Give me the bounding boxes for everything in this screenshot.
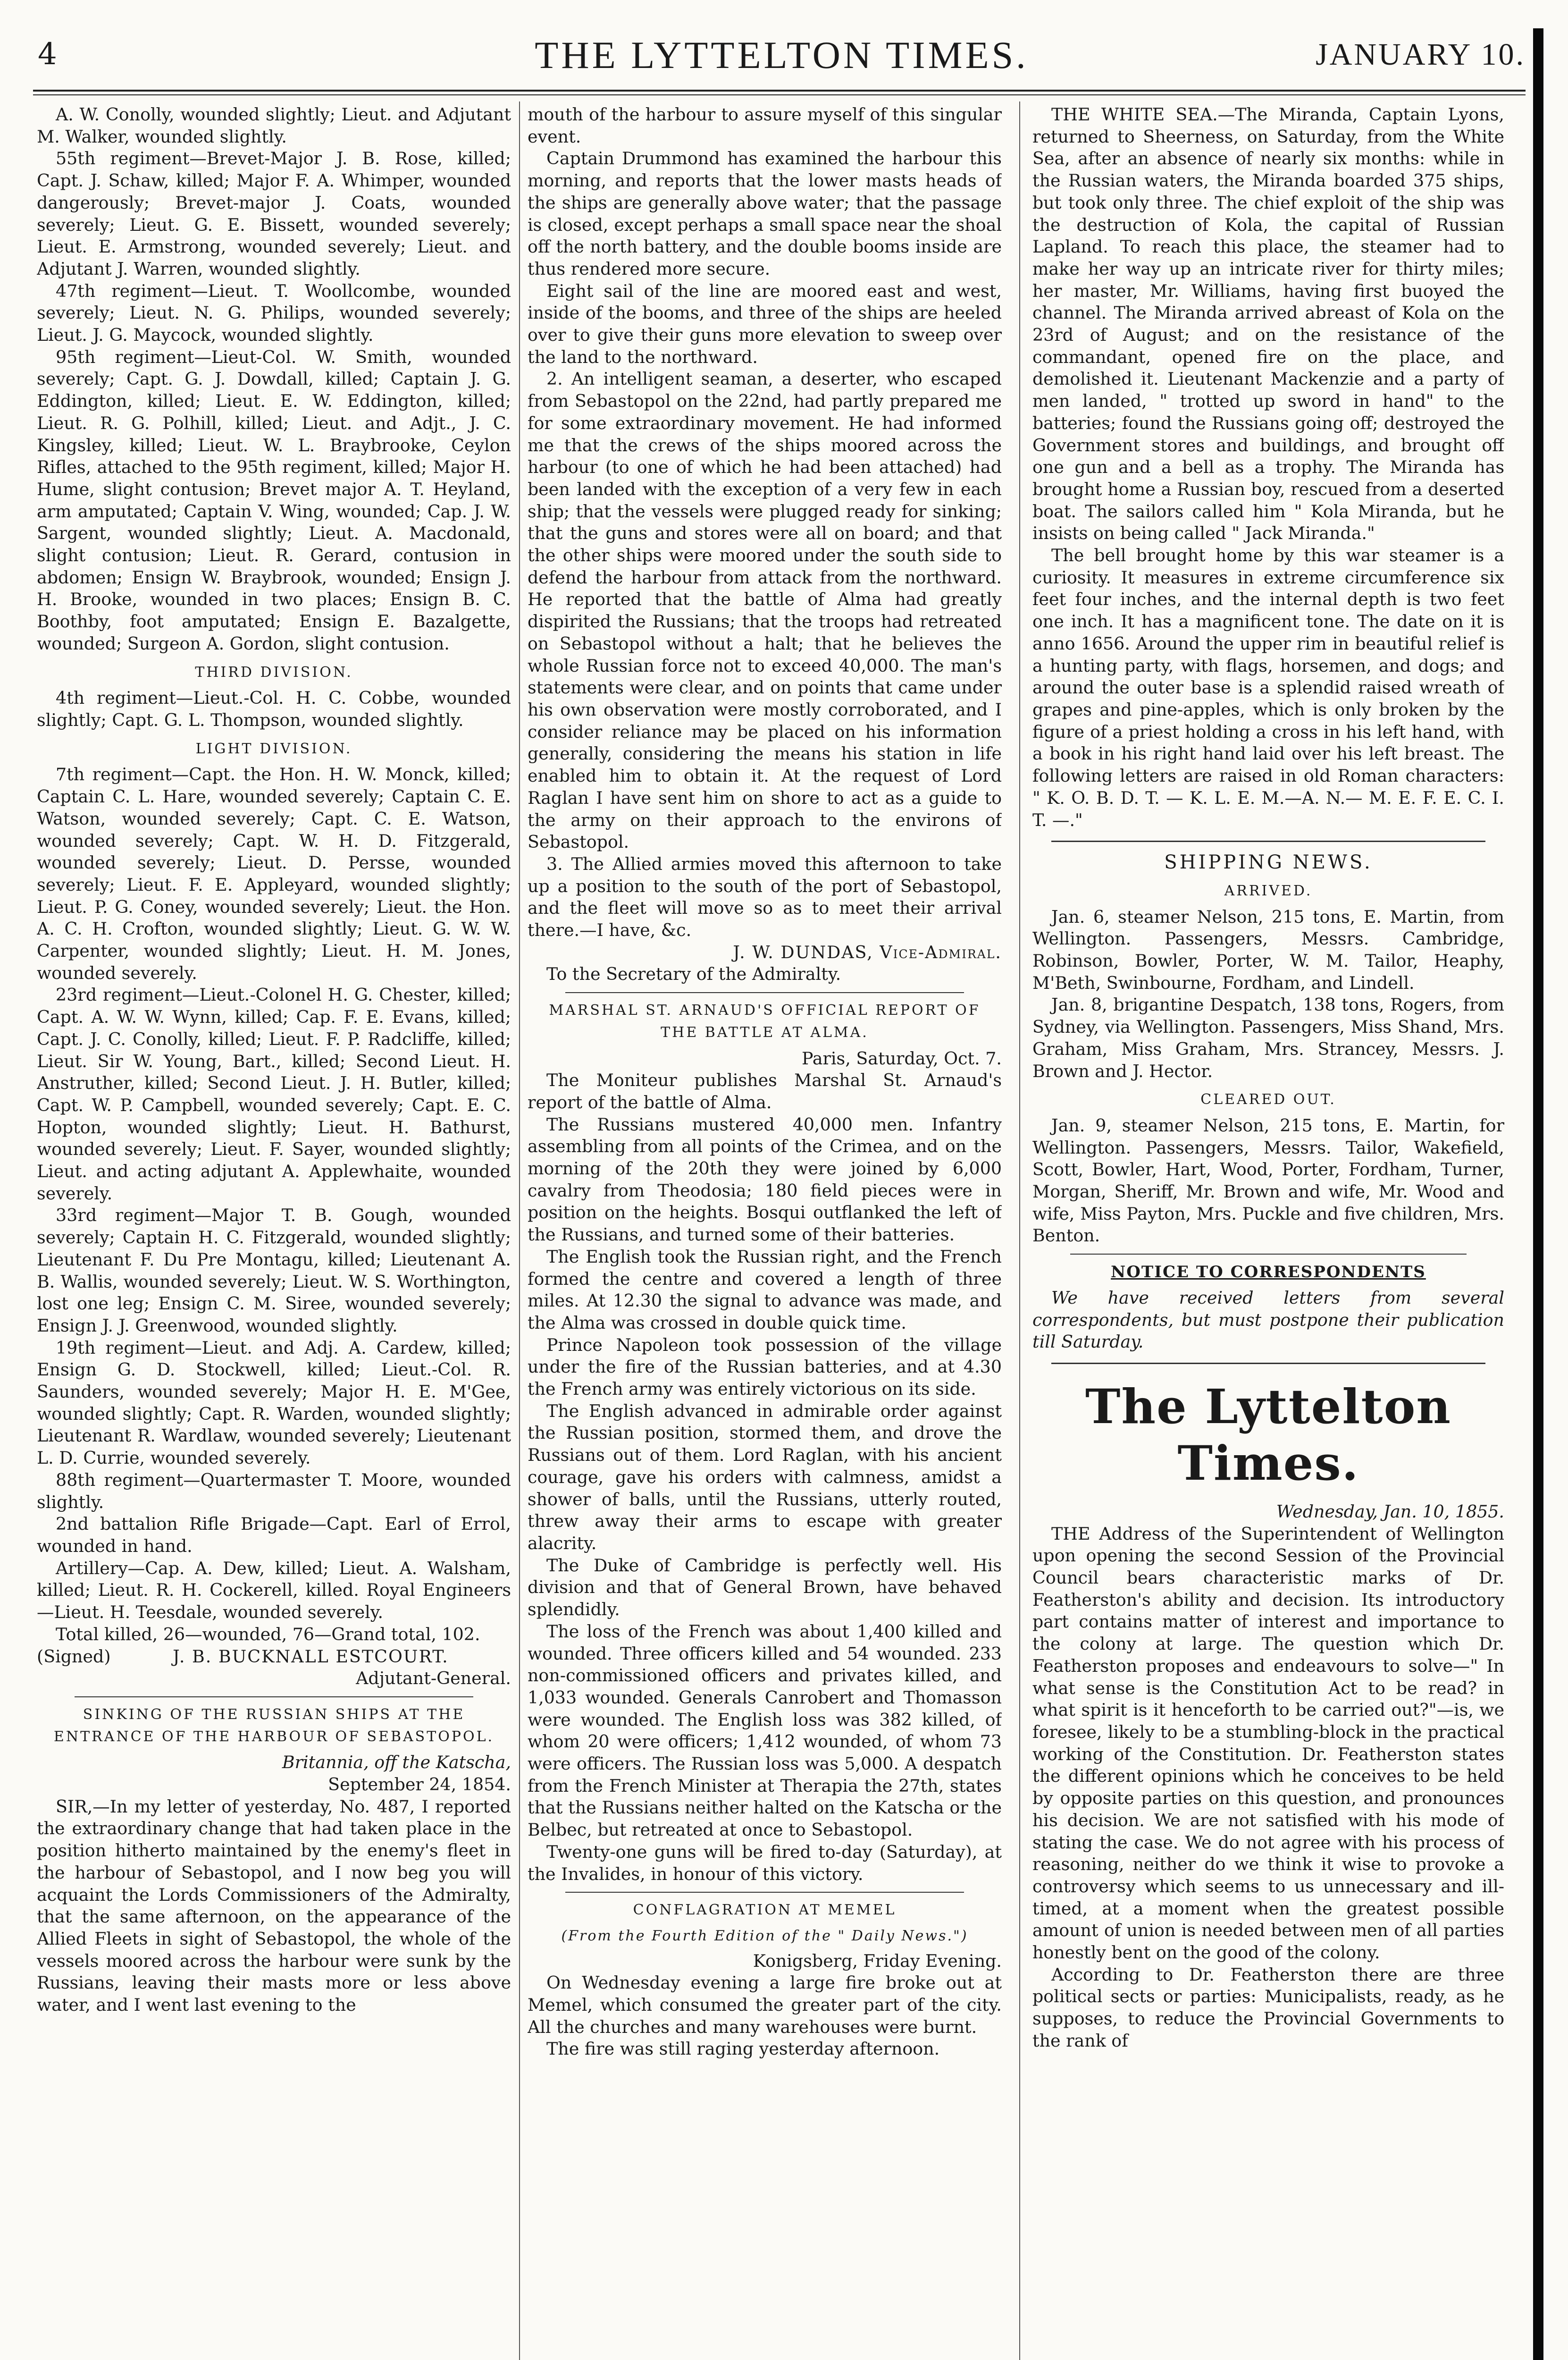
page-number: 4 (38, 37, 57, 72)
editorial-masthead: The Lyttelton Times. (1085, 1378, 1451, 1491)
article-separator (565, 1892, 964, 1893)
subsection-heading: ARRIVED. (1224, 882, 1313, 899)
notice-heading: NOTICE TO CORRESPONDENTS (1111, 1263, 1426, 1282)
article-paragraph: The Russians mustered 40,000 men. Infantry assembling from all points of the Crimea, and on the morning of the 20th they were joined by 6,000 cavalry from Theodosia; 180 field pieces were in position on the heights. Bosqui outflanked the left of the Russians, and turned some of their batteries. (528, 1114, 1002, 1245)
masthead: THE LYTTELTON TIMES. (535, 34, 1029, 76)
article-dateline: Paris, Saturday, Oct. 7. (801, 1048, 1002, 1069)
casualty-paragraph: 7th regiment—Capt. the Hon. H. W. Monck, killed; Captain C. L. Hare, wounded severely; Captain C. E. Watson, wounded severely; Capt. C. E. Watson, wounded severely; Capt. W. H. D. Fitzgerald, wounded severely; Lieut. D. Persse, wounded severely; Lieut. F. E. Appleyard, wounded slightly; Lieut. P. G. Coney, wounded severely; Lieut. the Hon. A. C. H. Crofton, wounded slightly; Lieut. G. W. W. Carpenter, wounded slightly; Lieut. H. M. Jones, wounded severely. (37, 764, 511, 983)
article-separator (1051, 1363, 1485, 1364)
casualty-paragraph: 95th regiment—Lieut-Col. W. Smith, wounded severely; Capt. G. J. Dowdall, killed; Captain J. G. Eddington, killed; Lieut. E. W. Eddington, killed; Lieut. R. G. Polhill, killed; Lieut. and Adjt., J. C. Kingsley, killed; Lieut. W. L. Braybrooke, Ceylon Rifles, attached to the 95th regiment, killed; Major H. Hume, slight contusion; Brevet major A. T. Heyland, arm amputated; Captain V. Wing, wounded; Cap. J. W. Sargent, wounded slightly; Lieut. A. Macdonald, slight contusion; Lieut. R. Gerard, contusion in abdomen; Ensign W. Braybrook, wounded; Ensign J. H. Brooke, wounded in two places; Ensign B. C. Boothby, foot amputated; Ensign E. Bazalgette, wounded; Surgeon A. Gordon, slight contusion. (37, 346, 511, 654)
column-middle (528, 104, 1002, 2360)
article-dateline: Konigsberg, Friday Evening. (753, 1950, 1002, 1971)
notice-text: We have received letters from several correspondents, but must postpone their publication till Saturday. (1032, 1287, 1504, 1352)
article-heading: MARSHAL ST. ARNAUD'S OFFICIAL REPORT OF THE BATTLE AT ALMA. (549, 1002, 981, 1041)
shipping-entry: Jan. 8, brigantine Despatch, 138 tons, Rogers, from Sydney, via Wellington. Passengers, Miss Shand, Mrs. Graham, Miss Graham, Mrs. Strancey, Messrs. J. Brown and J. Hector. (1032, 995, 1504, 1081)
header-rule (33, 90, 1526, 92)
article-paragraph: Captain Drummond has examined the harbour this morning, and reports that the lower masts heads of the ships are generally above water; that the passage is closed, except perhaps a small space near the shoal off the north battery, and the double booms inside are thus rendered more secure. (528, 148, 1002, 279)
article-source: (From the Fourth Edition of the " Daily News.") (561, 1927, 968, 1944)
article-paragraph: The English took the Russian right, and the French formed the centre and covered a length of three miles. At 12.30 the signal to advance was made, and the Alma was crossed in double quick time. (528, 1246, 1002, 1333)
subsection-heading: CLEARED OUT. (1200, 1091, 1336, 1108)
editorial-dateline: Wednesday, Jan. 10, 1855. (1276, 1501, 1504, 1522)
shipping-entry: Jan. 6, steamer Nelson, 215 tons, E. Martin, from Wellington. Passengers, Messrs. Cambridge, Robinson, Bowler, Porter, W. M. Tailor, Heaphy, M'Beth, Swinbourne, Fordham, and Lindell. (1032, 906, 1504, 993)
article-heading: SINKING OF THE RUSSIAN SHIPS AT THE ENTRANCE OF THE HARBOUR OF SEBASTOPOL. (53, 1706, 495, 1745)
casualty-paragraph: 33rd regiment—Major T. B. Gough, wounded severely; Captain H. C. Fitzgerald, wounded slightly; Lieutenant F. Du Pre Montagu, killed; Lieutenant A. B. Wallis, wounded severely; Lieut. W. S. Worthington, lost one leg; Ensign C. M. Siree, wounded severely; Ensign J. J. Greenwood, wounded slightly. (37, 1205, 511, 1336)
editorial-paragraph: According to Dr. Featherston there are three political sects or parties: Municipalists, ready, as he supposes, to reduce the Provincial Governments to the rank of (1032, 1964, 1504, 2051)
signer-name: J. W. DUNDAS, Vice-Admiral. (733, 942, 1002, 962)
casualty-paragraph: 55th regiment—Brevet-Major J. B. Rose, killed; Capt. J. Schaw, killed; Major F. A. Whimper, wounded dangerously; Brevet-major J. Coats, wounded severely; Lieut. G. E. Bissett, wounded severely; Lieut. E. Armstrong, wounded severely; Lieut. and Adjutant J. Warren, wounded slightly. (37, 148, 511, 279)
article-paragraph: The Moniteur publishes Marshal St. Arnaud's report of the battle of Alma. (528, 1070, 1002, 1113)
article-paragraph: The fire was still raging yesterday afternoon. (546, 2039, 940, 2059)
article-paragraph: THE WHITE SEA.—The Miranda, Captain Lyons, returned to Sheerness, on Saturday, from the White Sea, after an absence of nearly six months: while in the Russian waters, the Miranda boarded 375 ships, but took only three. The chief exploit of the ship was the destruction of Kola, the capital of Russian Lapland. To reach this place, the steamer had to make her way up an intricate river for thirty miles; her master, Mr. Williams, having first buoyed the channel. The Miranda arrived abreast of Kola on the 23rd of August; and on the resistance of the commandant, opened fire on the place, and demolished it. Lieutenant Mackenzie and a party of men landed, " trotted up sword in hand" to the batteries; found the Russians going off; destroyed the Government stores and buildings, and brought off one gun and a bell as a trophy. The Miranda has brought home a Russian boy, rescued from a deserted boat. The sailors called him " Kola Miranda, but he insists on being called " Jack Miranda." (1032, 104, 1504, 544)
article-separator (1070, 1254, 1467, 1255)
signed-label: (Signed) (37, 1646, 111, 1667)
casualty-paragraph: 2nd battalion Rifle Brigade—Capt. Earl of Errol, wounded in hand. (37, 1514, 511, 1556)
article-paragraph: SIR,—In my letter of yesterday, No. 487, I reported the extraordinary change that had taken place in the position hitherto maintained by the enemy's fleet in the harbour of Sebastopol, and I now beg you will acquaint the Lords Commissioners of the Admiralty, that the same afternoon, on the appearance of the Allied Fleets in sight of Sebastopol, the whole of the vessels moored across the harbour were sunk by the Russians, leaving their masts more or less above water, and I went last evening to the (37, 1796, 511, 2015)
casualty-paragraph: 19th regiment—Lieut. and Adj. A. Cardew, killed; Ensign G. D. Stockwell, killed; Lieut.-Col. R. Saunders, wounded severely; Major H. E. M'Gee, wounded slightly; Capt. R. Warden, wounded slightly; Lieutenant R. Wardlaw, wounded severely; Lieutenant L. D. Currie, wounded severely. (37, 1337, 511, 1468)
column-divider (519, 101, 520, 2360)
section-heading: THIRD DIVISION. (195, 664, 353, 681)
article-paragraph: mouth of the harbour to assure myself of this singular event. (528, 104, 1002, 147)
column-right (1032, 104, 1504, 2360)
casualty-paragraph: 47th regiment—Lieut. T. Woollcombe, wounded severely; Lieut. N. G. Philips, wounded severely; Lieut. J. G. Maycock, wounded slightly. (37, 280, 511, 346)
article-paragraph: The English advanced in admirable order against the Russian position, stormed them, and drove the Russians out of them. Lord Raglan, with his ancient courage, gave his orders with calmness, amidst a shower of balls, until the Russians, utterly routed, threw away their arms to escape with greater alacrity. (528, 1400, 1002, 1553)
page-header (38, 33, 1526, 80)
article-paragraph: On Wednesday evening a large fire broke out at Memel, which consumed the greater part of the city. All the churches and many warehouses were burnt. (528, 1972, 1002, 2037)
signature-line (37, 1646, 511, 1668)
column-divider (1019, 101, 1020, 2360)
editorial-paragraph: THE Address of the Superintendent of Wellington upon opening the second Session of the Provincial Council bears characteristic marks of Dr. Featherston's ability and decision. Its introductory part contains matter of interest and importance to the colony at large. The question which Dr. Featherston proposes and endeavours to solve—" In what sense is the Constitution Act to be read? in what spirit is it henceforth to be carried out?"—is, we foresee, likely to be a stumbling-block in the practical working of the Constitution. Dr. Featherston states the different opinions which he conceives to be held by opposite parties on this question, and pronounces his decision. We are not satisfied with his mode of stating the case. We do not agree with his process of reasoning, neither do we think it wise to provoke a controversy which seems to us unnecessary and ill-timed, at a moment when the greatest possible amount of union is needed between men of all parties honestly bent on the good of the colony. (1032, 1523, 1504, 1963)
casualty-paragraph: 88th regiment—Quartermaster T. Moore, wounded slightly. (37, 1469, 511, 1512)
section-heading: SHIPPING NEWS. (1164, 851, 1373, 874)
article-paragraph: Twenty-one guns will be fired to-day (Saturday), at the Invalides, in honour of this victory. (528, 1841, 1002, 1884)
article-paragraph: 2. An intelligent seaman, a deserter, who escaped from Sebastopol on the 22nd, had partly prepared me for some extraordinary movement. He had informed me that the crews of the ships moored across the harbour (to one of which he had been attached) had been landed with the exception of a very few in each ship; that the vessels were plugged ready for sinking; that the guns and stores were all on board; and that the other ships were moored under the south side to defend the harbour from attack from the northward. He reported that the battle of Alma had greatly dispirited the Russians; that the troops had retreated on Sebastopol without a halt; that he believes the whole Russian force not to exceed 40,000. The man's statements were clear, and on points that came under his own observation were mostly corroborated, and I consider reliance may be placed on his information generally, considering the means his station in life enabled him to obtain it. At the request of Lord Raglan I have sent him on shore to act as a guide to the army on their approach to the environs of Sebastopol. (528, 369, 1002, 852)
issue-date: JANUARY 10. (1316, 37, 1526, 72)
article-dateline: Britannia, off the Katscha, (282, 1752, 511, 1773)
article-separator (75, 1696, 473, 1697)
casualty-paragraph: 4th regiment—Lieut.-Col. H. C. Cobbe, wounded slightly; Capt. G. L. Thompson, wounded slightly. (37, 688, 511, 730)
article-paragraph: The Duke of Cambridge is perfectly well. His division and that of General Brown, have behaved splendidly. (528, 1555, 1002, 1620)
casualty-paragraph: A. W. Conolly, wounded slightly; Lieut. and Adjutant M. Walker, wounded slightly. (37, 104, 511, 147)
article-heading: CONFLAGRATION AT MEMEL (633, 1902, 897, 1919)
article-paragraph: Eight sail of the line are moored east and west, inside of the booms, and three of the ships are heeled over to give their guns more elevation to sweep over the land to the northward. (528, 280, 1002, 367)
article-paragraph: Prince Napoleon took possession of the village under the fire of the Russian batteries, and at 4.30 the French army was entirely victorious on its side. (528, 1334, 1002, 1399)
signer-title: Adjutant-General. (356, 1668, 511, 1689)
casualty-paragraph: Artillery—Cap. A. Dew, killed; Lieut. A. Walsham, killed; Lieut. R. H. Cockerell, killed. Royal Engineers—Lieut. H. Teesdale, wounded severely. (37, 1558, 511, 1623)
article-paragraph: 3. The Allied armies moved this afternoon to take up a position to the south of the port of Sebastopol, and the fleet will move so as to meet their arrival there.—I have, &c. (528, 853, 1002, 941)
shipping-entry: Jan. 9, steamer Nelson, 215 tons, E. Martin, for Wellington. Passengers, Messrs. Tailor, Wakefield, Scott, Bowler, Hart, Wood, Porter, Fordham, Turner, Morgan, Sheriff, Mr. Brown and wife, Mr. Wood and wife, Miss Payton, Mrs. Puckle and five children, Mrs. Benton. (1032, 1115, 1504, 1246)
signer-name: J. B. BUCKNALL ESTCOURT. (173, 1646, 449, 1667)
article-separator (1051, 841, 1485, 842)
header-rule-thin (33, 94, 1526, 95)
scan-edge-bar (1533, 28, 1543, 2360)
article-separator (565, 992, 964, 993)
casualty-total: Total killed, 26—wounded, 76—Grand total, 102. (56, 1624, 480, 1644)
article-paragraph: The bell brought home by this war steamer is a curiosity. It measures in extreme circumference six feet four inches, and the internal depth is two feet one inch. It has a magnificent tone. The date on it is anno 1656. Around the upper rim in beautiful relief is a hunting party, with flags, horsemen, and dogs; and around the outer base is a splendid raised wreath of grapes and pine-apples, which is only broken by the figure of a priest holding a cross in his left hand, with a book in his right hand laid over his left breast. The following letters are raised in old Roman characters: " K. O. B. D. T. — K. L. E. M.—A. N.— M. E. F. E. C. I. T. —." (1032, 545, 1504, 830)
casualty-paragraph: 23rd regiment—Lieut.-Colonel H. G. Chester, killed; Capt. A. W. W. Wynn, killed; Cap. F. E. Evans, killed; Capt. J. C. Conolly, killed; Lieut. F. P. Radcliffe, killed; Lieut. Sir W. Young, Bart., killed; Second Lieut. H. Anstruther, killed; Second Lieut. J. H. Butler, killed; Capt. W. P. Campbell, wounded severely; Capt. E. C. Hopton, wounded slightly; Lieut. H. Bathurst, wounded severely; Lieut. F. Sayer, wounded slightly; Lieut. and acting adjutant A. Applewhaite, wounded severely. (37, 985, 511, 1204)
addressee: To the Secretary of the Admiralty. (546, 964, 841, 985)
section-heading: LIGHT DIVISION. (195, 740, 352, 757)
article-paragraph: The loss of the French was about 1,400 killed and wounded. Three officers killed and 54 wounded. 233 non-commissioned officers and privates killed, and 1,033 wounded. Generals Canrobert and Thomasson were wounded. The English loss was 382 killed, of whom 20 were officers; 1,412 wounded, of whom 73 were officers. The Russian loss was 5,000. A despatch from the French Minister at Therapia the 27th, states that the Russians neither halted on the Katscha or the Belbec, but retreated at once to Sebastopol. (528, 1621, 1002, 1840)
column-left (37, 104, 511, 2360)
article-dateline: September 24, 1854. (328, 1774, 511, 1795)
